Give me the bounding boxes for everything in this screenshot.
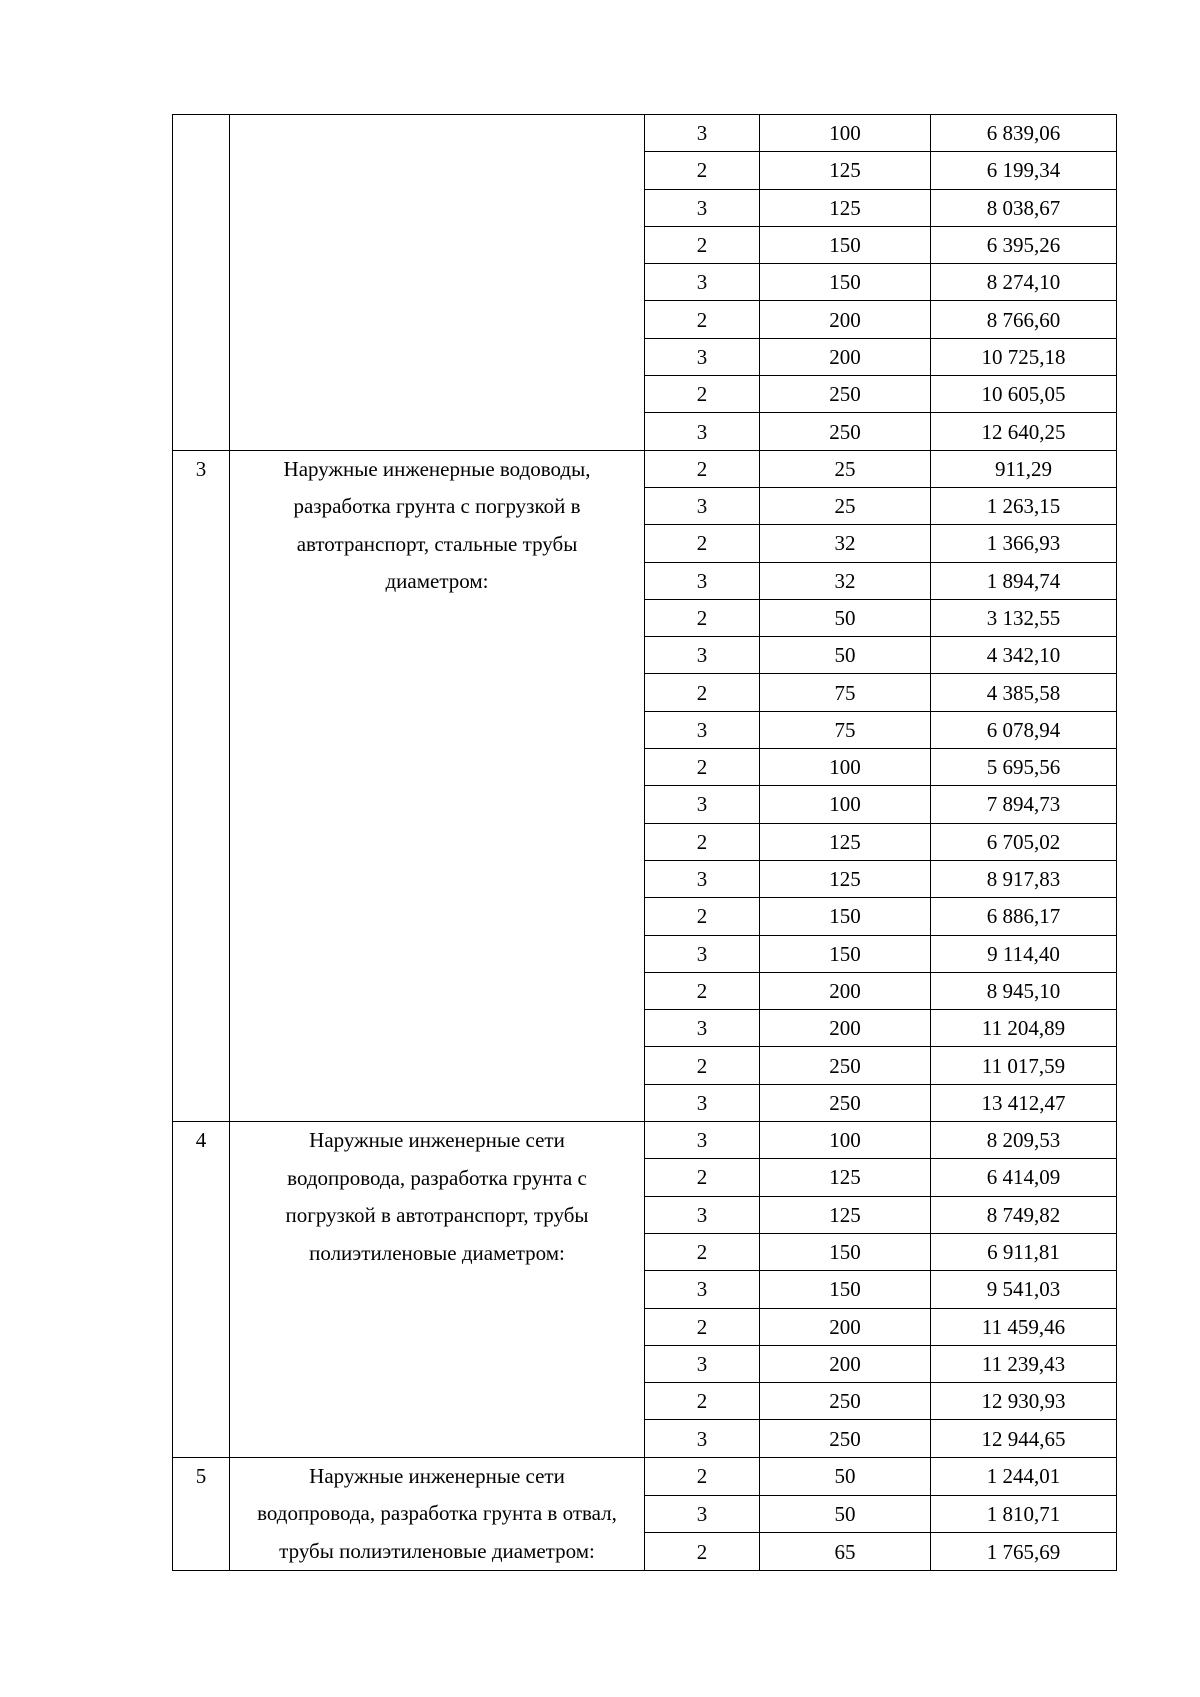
price-cell: 9 114,40	[931, 935, 1117, 972]
diameter-cell: 125	[760, 1159, 931, 1196]
category-cell: 3	[645, 338, 760, 375]
price-cell: 8 749,82	[931, 1196, 1117, 1233]
diameter-cell: 75	[760, 711, 931, 748]
category-cell: 2	[645, 1533, 760, 1571]
category-cell: 3	[645, 1495, 760, 1533]
table-row	[173, 115, 1117, 152]
category-cell: 3	[645, 935, 760, 972]
price-cell: 10 605,05	[931, 376, 1117, 413]
diameter-cell: 200	[760, 1308, 931, 1345]
category-cell: 2	[645, 898, 760, 935]
diameter-cell: 200	[760, 972, 931, 1009]
price-cell: 1 765,69	[931, 1533, 1117, 1571]
description-line: разработка грунта с погрузкой в	[293, 494, 581, 519]
item-description	[230, 1122, 645, 1458]
price-cell: 7 894,73	[931, 786, 1117, 823]
diameter-cell: 200	[760, 1345, 931, 1382]
category-cell: 3	[645, 115, 760, 152]
category-cell: 3	[645, 487, 760, 524]
category-cell: 2	[645, 1457, 760, 1495]
diameter-cell: 125	[760, 152, 931, 189]
category-cell: 3	[645, 189, 760, 226]
table-row	[173, 450, 1117, 487]
diameter-cell: 50	[760, 637, 931, 674]
price-cell: 5 695,56	[931, 749, 1117, 786]
category-cell: 3	[645, 1345, 760, 1382]
diameter-cell: 25	[760, 487, 931, 524]
category-cell: 3	[645, 711, 760, 748]
price-cell: 13 412,47	[931, 1084, 1117, 1121]
price-cell: 11 239,43	[931, 1345, 1117, 1382]
category-cell: 2	[645, 226, 760, 263]
diameter-cell: 100	[760, 749, 931, 786]
category-cell: 3	[645, 1122, 760, 1159]
description-line: Наружные инженерные сети	[309, 1463, 565, 1488]
price-cell: 1 263,15	[931, 487, 1117, 524]
item-description	[230, 450, 645, 1121]
diameter-cell: 250	[760, 1084, 931, 1121]
price-cell: 4 385,58	[931, 674, 1117, 711]
category-cell: 2	[645, 376, 760, 413]
description-line: полиэтиленовые диаметром:	[309, 1240, 565, 1265]
price-cell: 11 204,89	[931, 1010, 1117, 1047]
diameter-cell: 125	[760, 1196, 931, 1233]
price-cell: 911,29	[931, 450, 1117, 487]
price-cell: 12 930,93	[931, 1383, 1117, 1420]
item-number: 5	[173, 1457, 230, 1571]
diameter-cell: 32	[760, 562, 931, 599]
category-cell: 3	[645, 562, 760, 599]
price-cell: 4 342,10	[931, 637, 1117, 674]
price-cell: 6 705,02	[931, 823, 1117, 860]
diameter-cell: 125	[760, 823, 931, 860]
diameter-cell: 50	[760, 1495, 931, 1533]
price-cell: 6 395,26	[931, 226, 1117, 263]
category-cell: 2	[645, 152, 760, 189]
price-cell: 8 209,53	[931, 1122, 1117, 1159]
category-cell: 3	[645, 1271, 760, 1308]
diameter-cell: 125	[760, 860, 931, 897]
description-line: диаметром:	[385, 569, 489, 594]
category-cell: 3	[645, 1420, 760, 1457]
diameter-cell: 50	[760, 1457, 931, 1495]
price-cell: 11 459,46	[931, 1308, 1117, 1345]
category-cell: 3	[645, 1084, 760, 1121]
description-line: водопровода, разработка грунта с	[287, 1165, 587, 1190]
item-number: 4	[173, 1122, 230, 1458]
description-line: трубы полиэтиленовые диаметром:	[279, 1538, 595, 1563]
price-cell: 8 274,10	[931, 264, 1117, 301]
diameter-cell: 150	[760, 264, 931, 301]
price-cell: 1 366,93	[931, 525, 1117, 562]
category-cell: 2	[645, 301, 760, 338]
price-cell: 11 017,59	[931, 1047, 1117, 1084]
category-cell: 2	[645, 599, 760, 636]
category-cell: 2	[645, 823, 760, 860]
price-cell: 6 911,81	[931, 1233, 1117, 1270]
category-cell: 2	[645, 749, 760, 786]
diameter-cell: 250	[760, 1420, 931, 1457]
category-cell: 2	[645, 450, 760, 487]
diameter-cell: 250	[760, 376, 931, 413]
price-cell: 8 038,67	[931, 189, 1117, 226]
category-cell: 3	[645, 264, 760, 301]
diameter-cell: 100	[760, 786, 931, 823]
description-line: автотранспорт, стальные трубы	[296, 531, 578, 556]
price-table-body	[173, 115, 1117, 1571]
diameter-cell: 150	[760, 935, 931, 972]
description-line: погрузкой в автотранспорт, трубы	[285, 1203, 589, 1228]
diameter-cell: 150	[760, 1233, 931, 1270]
category-cell: 2	[645, 1308, 760, 1345]
category-cell: 3	[645, 860, 760, 897]
diameter-cell: 250	[760, 1383, 931, 1420]
price-cell: 6 886,17	[931, 898, 1117, 935]
price-cell: 8 917,83	[931, 860, 1117, 897]
category-cell: 2	[645, 674, 760, 711]
category-cell: 2	[645, 1383, 760, 1420]
price-cell: 8 945,10	[931, 972, 1117, 1009]
category-cell: 2	[645, 525, 760, 562]
diameter-cell: 125	[760, 189, 931, 226]
price-cell: 12 640,25	[931, 413, 1117, 450]
price-cell: 1 244,01	[931, 1457, 1117, 1495]
item-number: 3	[173, 450, 230, 1121]
diameter-cell: 32	[760, 525, 931, 562]
item-number	[173, 115, 230, 451]
diameter-cell: 200	[760, 338, 931, 375]
diameter-cell: 65	[760, 1533, 931, 1571]
description-line: Наружные инженерные водоводы,	[283, 456, 591, 481]
price-cell: 1 894,74	[931, 562, 1117, 599]
price-cell: 10 725,18	[931, 338, 1117, 375]
category-cell: 3	[645, 413, 760, 450]
diameter-cell: 25	[760, 450, 931, 487]
price-cell: 12 944,65	[931, 1420, 1117, 1457]
price-cell: 8 766,60	[931, 301, 1117, 338]
diameter-cell: 150	[760, 226, 931, 263]
price-cell: 9 541,03	[931, 1271, 1117, 1308]
diameter-cell: 100	[760, 115, 931, 152]
diameter-cell: 250	[760, 413, 931, 450]
diameter-cell: 100	[760, 1122, 931, 1159]
category-cell: 2	[645, 1159, 760, 1196]
item-description	[230, 115, 645, 451]
category-cell: 2	[645, 1233, 760, 1270]
category-cell: 3	[645, 786, 760, 823]
diameter-cell: 75	[760, 674, 931, 711]
category-cell: 3	[645, 1010, 760, 1047]
price-table	[172, 114, 1117, 1571]
category-cell: 2	[645, 1047, 760, 1084]
price-cell: 3 132,55	[931, 599, 1117, 636]
price-cell: 6 414,09	[931, 1159, 1117, 1196]
diameter-cell: 250	[760, 1047, 931, 1084]
diameter-cell: 200	[760, 301, 931, 338]
price-cell: 6 078,94	[931, 711, 1117, 748]
table-row	[173, 1122, 1117, 1159]
diameter-cell: 50	[760, 599, 931, 636]
price-cell: 1 810,71	[931, 1495, 1117, 1533]
table-row	[173, 1457, 1117, 1495]
description-line: водопровода, разработка грунта в отвал,	[257, 1501, 617, 1526]
diameter-cell: 150	[760, 1271, 931, 1308]
category-cell: 2	[645, 972, 760, 1009]
diameter-cell: 200	[760, 1010, 931, 1047]
price-cell: 6 199,34	[931, 152, 1117, 189]
diameter-cell: 150	[760, 898, 931, 935]
category-cell: 3	[645, 637, 760, 674]
description-line: Наружные инженерные сети	[309, 1128, 565, 1153]
item-description	[230, 1457, 645, 1571]
category-cell: 3	[645, 1196, 760, 1233]
price-cell: 6 839,06	[931, 115, 1117, 152]
